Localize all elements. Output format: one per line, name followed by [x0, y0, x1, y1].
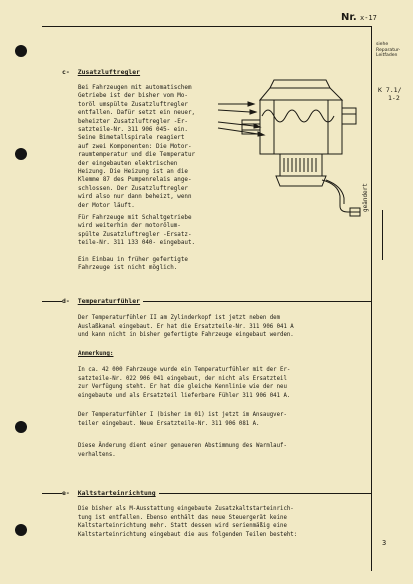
page-number-label: Nr. — [341, 12, 357, 23]
punch-hole-upper-mid — [15, 148, 27, 160]
section-e-heading — [62, 489, 159, 497]
air-regulator-illustration — [214, 74, 364, 218]
section-d-heading — [62, 297, 143, 305]
section-e-paragraph-1: Die bisher als M-Ausstattung eingebaute Zusatzkaltstarteinrich- tung ist entfallen. Ebenso enthält das neue Steuergerät keine Kaltstarteinrichtung mehr. Statt dessen wird serienmäßig eine Kaltstarteinrichtung eingebaut die aus folgenden Teilen besteht: — [78, 506, 298, 538]
section-d-paragraph-4: Diese Änderung dient einer genaueren Abstimmung des Warmlauf- verhaltens. — [78, 443, 287, 458]
side-reference: K 7.1/ 1-2 — [378, 86, 402, 102]
section-d-paragraph-2: In ca. 42 000 Fahrzeuge wurde ein Temperaturfühler mit der Er- satzteile-Nr. 022 906 041 eingebaut, der nicht als Ersatzteil zur Verfügung steht. Er hat die gleiche Kennlinie wie der neu eingebaute und als Ersatzteil lieferbare Fühler 311 906 041 A. — [78, 367, 291, 399]
page-number: 3 — [382, 539, 387, 547]
section-c-heading — [62, 68, 140, 76]
section-d-note-title: Anmerkung: — [78, 351, 114, 357]
section-e-title: Kaltstarteinrichtung — [77, 489, 156, 497]
punch-hole-lower-mid — [15, 421, 27, 433]
punch-hole-top — [15, 45, 27, 57]
leader-arrows — [218, 102, 264, 136]
section-c-marker: c- — [62, 68, 70, 76]
punch-hole-bottom — [15, 524, 27, 536]
side-column-rule — [371, 26, 372, 571]
side-vertical-changed: geändert — [362, 183, 369, 212]
side-note: siehe Reparatur- Leitfaden — [376, 42, 401, 59]
section-d-paragraph-1: Der Temperaturfühler II am Zylinderkopf ist jetzt neben dem Auslaßkanal eingebaut. Er hat die Ersatzteile-Nr. 311 906 041 A und kann nicht in bisher gefertigte Fahrzeuge eingebaut werden. — [78, 315, 294, 339]
electrical-lead — [322, 180, 360, 216]
side-change-bar — [382, 210, 383, 260]
section-c-paragraph-3: Ein Einbau in früher gefertigte Fahrzeuge ist nicht möglich. — [78, 257, 188, 272]
section-d-title: Temperaturfühler — [77, 297, 141, 305]
section-d-marker: d- — [62, 297, 70, 305]
section-c-paragraph-1: Bei Fahrzeugen mit automatischem Getriebe ist der bisher vom Mo- toröl umspülte Zusatzluftregler entfallen. Dafür setzt ein neuer, beheizter Zusatzluftregler -Er- satzteile-Nr. 311 906 045- ein. Seine Bimetallspirale reagiert auf zwei Komponenten: Die Motor- raumtemperatur und die Temperatur der eingebauten elektrischen Heizung. Die Heizung ist an die Klemme 87 des Pumpenrelais ange- schlossen. Der Zusatzluftregler wird also nur dann beheizt, wenn der Motor läuft. — [78, 85, 196, 209]
section-e-marker: e- — [62, 489, 70, 497]
section-d-paragraph-3: Der Temperaturfühler I (bisher im 01) ist jetzt im Ansaugver- teiler eingebaut. Neue Ersatzteile-Nr. 311 906 081 A. — [78, 412, 287, 427]
section-c-title: Zusatzluftregler — [77, 68, 141, 76]
page-number-value: x-17 — [360, 14, 377, 22]
section-c-paragraph-2: Für Fahrzeuge mit Schaltgetriebe wird weiterhin der motorölum- spülte Zusatzluftregler -Ersatz- teile-Nr. 311 133 040- eingebaut. — [78, 215, 196, 247]
header-rule — [42, 26, 372, 27]
